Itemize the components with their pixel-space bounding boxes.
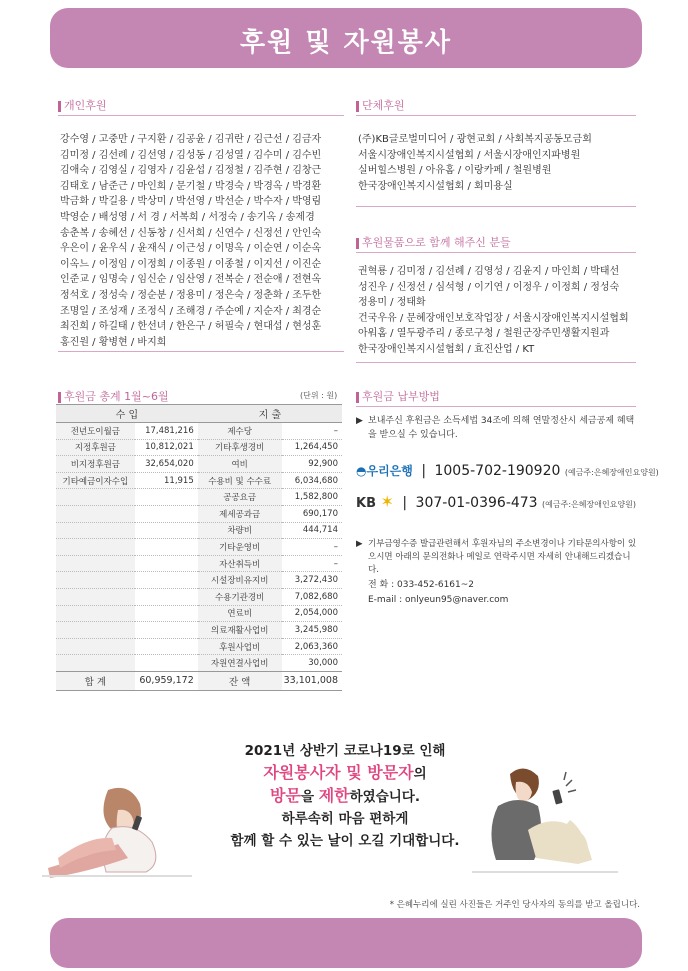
income-label [56,489,135,506]
kb-star-icon: ✶ [380,492,394,511]
expense-label: 제수당 [198,423,282,440]
bullet-icon: ▶ [356,539,363,549]
individual-row: 이옥느 / 이정임 / 이정희 / 이종원 / 이종철 / 이지선 / 이진순 [60,258,322,270]
message-line-1: 2021년 상반기 코로나19로 인해 [244,743,446,759]
tax-note-text: 보내주신 후원금은 소득세법 34조에 의해 연말정산시 세금공제 혜택을 받으실 수 있습니다. [368,416,635,440]
fund-row [56,423,342,440]
divider [58,351,344,352]
individual-row: 조명일 / 조성재 / 조정식 / 조해경 / 주순예 / 지순자 / 최경순 [60,305,322,317]
expense-label: 시설장비유지비 [198,572,282,589]
income-value [135,522,198,539]
expense-label: 의료재활사업비 [198,622,282,639]
kb-account-holder: (예금주:은혜장애인요양원) [542,500,636,509]
individual-row: 정석호 / 정성숙 / 정순분 / 정용미 / 정은숙 / 정춘화 / 조두한 [60,289,322,301]
expense-label: 공공요금 [198,489,282,506]
message-line-2 [180,762,510,785]
income-value: 10,812,021 [135,439,198,456]
man-phone-illustration [470,760,620,880]
unit-label: (단위 : 원) [300,391,338,400]
fund-row [56,622,342,639]
goods-heading-text: 후원물품으로 함께 해주신 분들 [362,236,511,249]
message-line-3 [180,785,510,808]
divider [58,115,344,116]
message-line-4: 하루속히 마음 편하게 [281,811,409,827]
income-value [135,505,198,522]
goods-row: 권혁룡 / 김미정 / 김선례 / 김영성 / 김윤지 / 마인희 / 박태선 [358,266,620,277]
message-line-5: 함께 할 수 있는 날이 오길 기대합니다. [230,833,460,849]
total-label: 합 계 [56,671,135,690]
expense-label: 기타후생경비 [198,439,282,456]
fund-row [56,472,342,489]
income-label [56,638,135,655]
expense-value: 7,082,680 [282,588,342,605]
woori-account-holder: (예금주:은혜장애인요양원) [564,468,659,477]
kb-logo-text: KB [356,496,376,511]
expense-value: 3,272,430 [282,572,342,589]
fund-row [56,588,342,605]
expense-label: 차량비 [198,522,282,539]
total-value: 60,959,172 [135,671,198,690]
income-label [56,505,135,522]
group-heading [356,97,405,113]
goods-row: 아워홈 / 열두광주리 / 종로구청 / 철원군장주민생활지원과 [358,328,610,340]
individual-row: 홍진원 / 황병현 / 바지희 [60,336,167,348]
income-value [135,638,198,655]
kb-bank-logo [356,492,394,511]
kb-account-row [356,492,636,511]
covid-message [180,740,510,852]
heading-marker [58,392,61,403]
fund-row [56,638,342,655]
fund-row [56,522,342,539]
income-label: 전년도이월금 [56,423,135,440]
income-value [135,539,198,556]
income-value [135,489,198,506]
fund-row [56,572,342,589]
expense-value: 30,000 [282,655,342,672]
individual-row: 김애숙 / 김영실 / 김영자 / 김윤섭 / 김정철 / 김주현 / 김창근 [60,165,322,177]
income-label [56,588,135,605]
goods-row: 한국장애인복지시설협회 / 효진산업 / KT [358,343,535,355]
expense-value: 3,245,980 [282,622,342,639]
goods-heading [356,234,511,250]
fund-heading [58,388,169,404]
payment-heading-text: 후원금 납부방법 [362,390,440,403]
expense-label: 자산취득비 [198,555,282,572]
fund-heading-text: 후원금 총계 1월~6월 [64,390,169,403]
group-row: (주)KB글로벌미디어 / 광현교회 / 사회복지공동모금회 [358,134,592,145]
income-value [135,605,198,622]
title-banner [50,8,642,68]
expense-header: 지 출 [198,405,342,423]
expense-value: – [282,539,342,556]
woori-account-number: 1005-702-190920 [434,463,561,479]
income-label [56,555,135,572]
individual-row: 김태호 / 남준근 / 마인희 / 문기철 / 박경숙 / 박경옥 / 박경환 [60,180,322,192]
fund-row [56,605,342,622]
income-value: 11,915 [135,472,198,489]
group-list [358,132,592,194]
heading-marker [58,101,61,112]
footnote: * 은혜누리에 실린 사진들은 거주인 당사자의 동의를 받고 올립니다. [389,900,640,910]
expense-value: 2,063,360 [282,638,342,655]
expense-value: 1,264,450 [282,439,342,456]
fund-row [56,655,342,672]
fund-total-row [56,671,342,690]
individual-row: 박금화 / 박길용 / 박상미 / 박선영 / 박선순 / 박수자 / 박영림 [60,196,322,208]
fund-row [56,439,342,456]
woman-phone-illustration [38,780,198,880]
expense-label: 수용비 및 수수료 [198,472,282,489]
expense-value: 1,582,800 [282,489,342,506]
balance-label: 잔 액 [198,671,282,690]
individual-heading [58,97,107,113]
heading-marker [356,238,359,249]
separator: | [421,463,427,479]
woori-bank-logo [356,462,413,479]
income-label [56,605,135,622]
expense-label: 후원사업비 [198,638,282,655]
expense-value: 444,714 [282,522,342,539]
individual-row: 송춘복 / 송혜선 / 신동창 / 신서희 / 신연수 / 신정선 / 안인숙 [60,227,322,239]
bullet-icon: ▶ [356,416,363,426]
individual-row: 인준교 / 임명숙 / 임신순 / 임산영 / 전복순 / 전순애 / 전현옥 [60,274,322,286]
income-label [56,622,135,639]
expense-value: – [282,423,342,440]
goods-row: 성진우 / 신정선 / 심석형 / 이기연 / 이정우 / 이정희 / 정성숙 [358,281,620,293]
heading-marker [356,101,359,112]
tax-note [356,414,638,442]
income-value [135,655,198,672]
expense-value: 2,054,000 [282,605,342,622]
income-value [135,588,198,605]
message-highlight-visit: 방문 [270,786,301,805]
income-label [56,655,135,672]
message-highlight-restrict: 제한 [318,786,350,805]
balance-value: 33,101,008 [282,671,342,690]
phone-line: 전 화 : 033-452-6161~2 [368,580,475,590]
expense-value: 690,170 [282,505,342,522]
fund-body [56,423,342,672]
message-highlight-visitors: 자원봉사자 및 방문자 [263,763,414,782]
divider [356,206,636,207]
individual-row: 우은이 / 윤우식 / 윤재식 / 이근성 / 이명옥 / 이순연 / 이순옥 [60,243,322,255]
heading-marker [356,392,359,403]
expense-value: 6,034,680 [282,472,342,489]
expense-label: 기타운영비 [198,539,282,556]
group-row: 서울시장애인복지시설협회 / 서울시장애인지파병원 [358,149,581,161]
income-value [135,622,198,639]
individual-heading-text: 개인후원 [64,99,107,112]
woori-logo-icon: ◓ [356,464,367,478]
message-line-3-b: 을 [300,789,319,805]
income-value [135,572,198,589]
individual-row: 최진희 / 하길태 / 한선녀 / 한은구 / 허필숙 / 현대섭 / 현성훈 [60,321,322,333]
fund-row [56,505,342,522]
bottom-banner [50,918,642,968]
kb-account-number: 307-01-0396-473 [415,495,538,511]
individual-row: 강수영 / 고중만 / 구지환 / 김공윤 / 김귀란 / 김근선 / 김금자 [60,134,322,145]
individual-row: 박영순 / 배성영 / 서 경 / 서복희 / 서정숙 / 송기옥 / 송제경 [60,211,315,223]
divider [356,406,636,407]
income-label [56,572,135,589]
divider [356,362,636,363]
group-row: 실버힐스병원 / 아유홈 / 이랑카페 / 철원병원 [358,165,552,177]
expense-value: 92,900 [282,456,342,473]
fund-header-row [56,405,342,423]
goods-row: 정용미 / 정태화 [358,297,426,309]
message-line-2-rest: 의 [413,766,427,782]
goods-row: 건국우유 / 문혜장애인보호작업장 / 서울시장애인복지시설협회 [358,312,629,324]
expense-value: – [282,555,342,572]
separator: | [402,495,408,511]
payment-heading [356,388,440,404]
fund-row [56,489,342,506]
expense-label: 자원연결사업비 [198,655,282,672]
individual-list [60,132,321,350]
woori-logo-text: 우리은행 [366,464,413,478]
income-label: 지정후원금 [56,439,135,456]
fund-row [56,456,342,473]
income-value: 32,654,020 [135,456,198,473]
receipt-note [356,538,640,577]
expense-label: 여비 [198,456,282,473]
fund-table [56,404,342,691]
woori-account-row [356,462,659,479]
income-label: 비지정후원금 [56,456,135,473]
group-heading-text: 단체후원 [362,99,405,112]
message-line-3-d: 하였습니다. [349,789,420,805]
divider [356,252,636,253]
income-label [56,539,135,556]
income-value [135,555,198,572]
goods-list [358,264,629,358]
individual-row: 김미정 / 김선례 / 김선영 / 김성동 / 김성열 / 김수미 / 김수빈 [60,149,322,161]
income-header: 수 입 [56,405,198,423]
fund-row [56,555,342,572]
expense-label: 연료비 [198,605,282,622]
expense-label: 제세공과금 [198,505,282,522]
divider [356,115,636,116]
income-value: 17,481,216 [135,423,198,440]
email-line: E-mail : onlyeun95@naver.com [368,595,509,605]
income-label: 기타예금이자수입 [56,472,135,489]
income-label [56,522,135,539]
expense-label: 수용기관경비 [198,588,282,605]
receipt-note-text: 기부금영수증 발급관련해서 후원자님의 주소변경이나 기타문의사항이 있으시면 아래의 문의전화나 메일로 연락주시면 자세히 안내해드리겠습니다. [368,539,637,575]
fund-row [56,539,342,556]
page-title: 후원 및 자원봉사 [240,28,452,58]
group-row: 한국장애인복지시설협회 / 회미용실 [358,180,513,192]
